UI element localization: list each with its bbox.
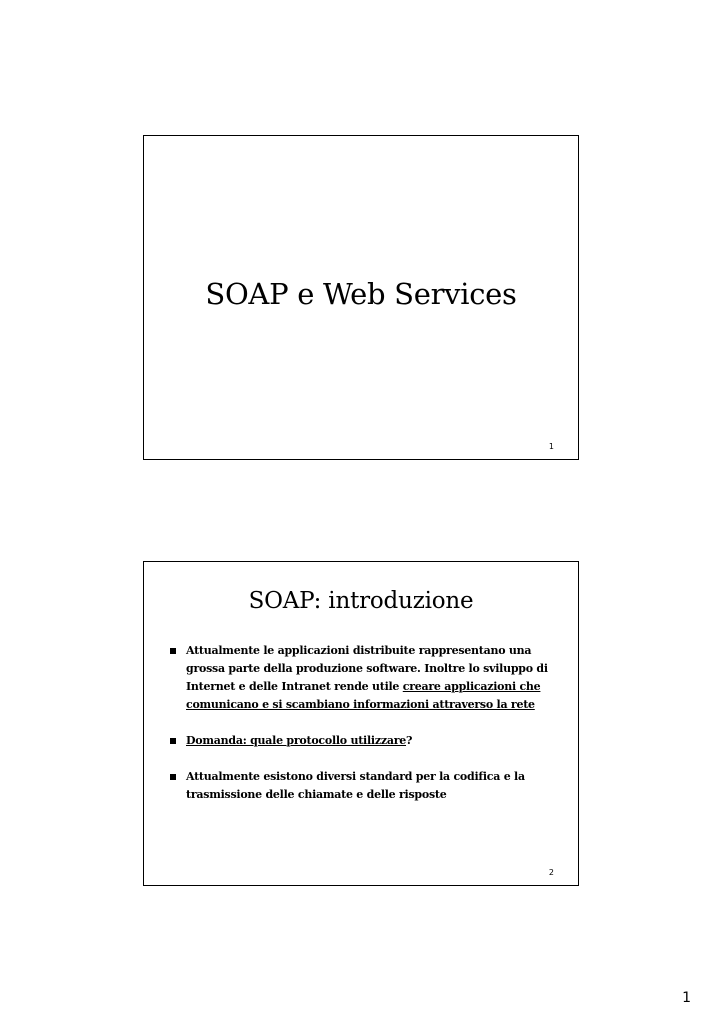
bullet-list	[168, 642, 553, 822]
slide-2	[143, 561, 579, 886]
slide-number: 1	[548, 442, 554, 451]
bullet-text: ?	[406, 734, 413, 747]
slide-title: SOAP: introduzione	[248, 588, 474, 614]
page-number: 1	[682, 990, 691, 1006]
bullet-underlined-text: creare applicazioni che comunicano e si scambiano informazioni attraverso la rete	[186, 680, 541, 711]
bullet-text: Attualmente esistono diversi standard per la codifica e la trasmissione delle chiamate e delle risposte	[186, 770, 525, 801]
slide-title: SOAP e Web Services	[205, 277, 517, 311]
bullet-item	[168, 732, 553, 750]
bullet-item	[168, 768, 553, 804]
slide-number: 2	[548, 868, 554, 877]
bullet-item	[168, 642, 553, 714]
bullet-underlined-text: Domanda: quale protocollo utilizzare	[186, 734, 407, 747]
slide-1	[143, 135, 579, 460]
bullet-text: Attualmente le applicazioni distribuite rappresentano una grossa parte della produzione software. Inoltre lo sviluppo di Internet e delle Intranet rende utile	[186, 644, 548, 693]
